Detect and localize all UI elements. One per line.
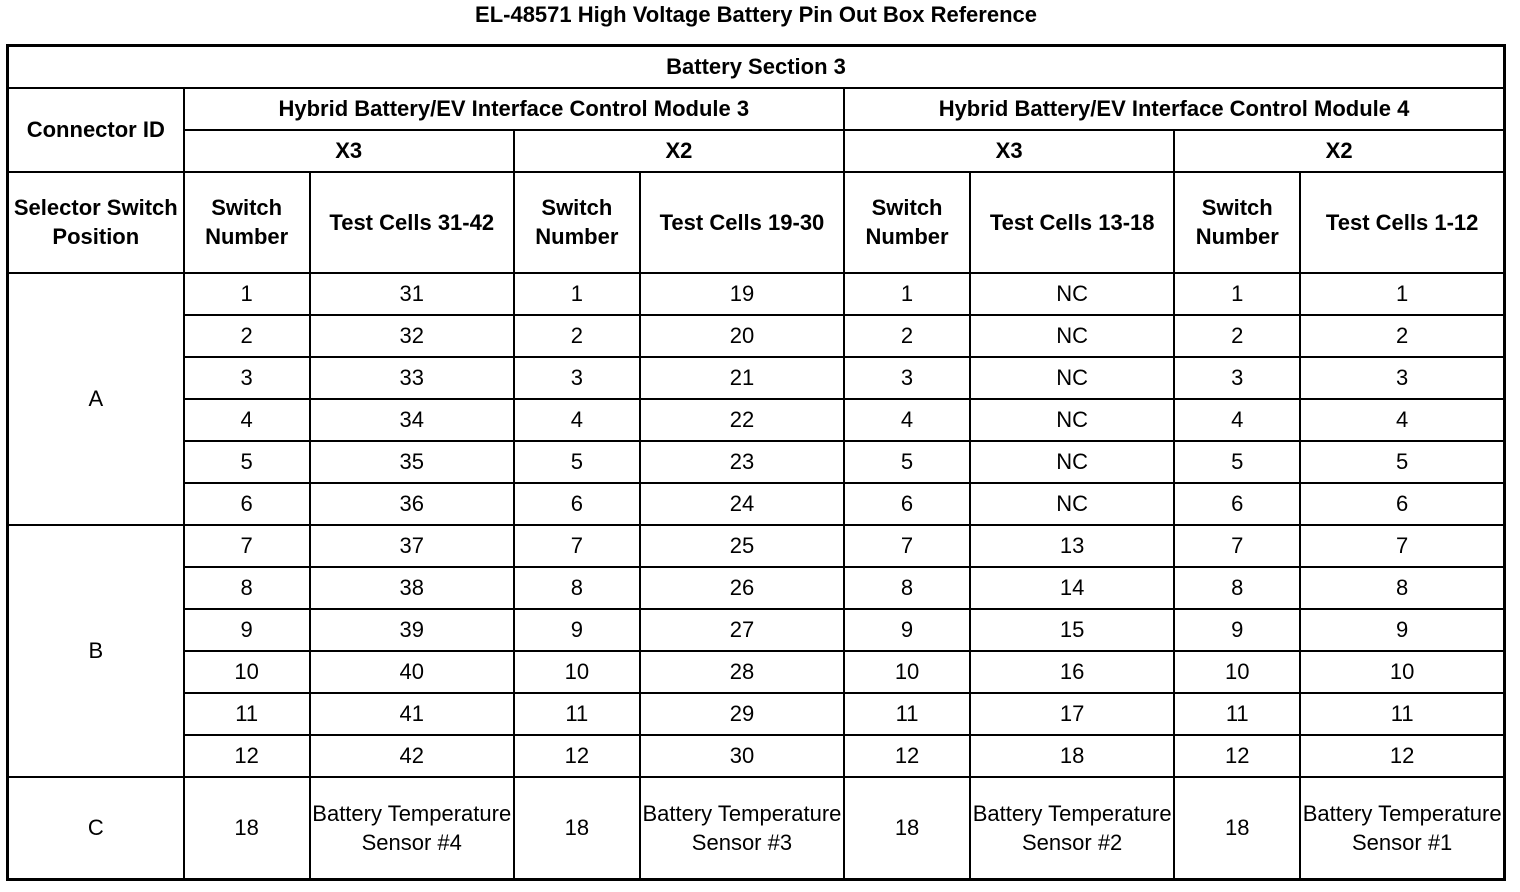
document-title: EL-48571 High Voltage Battery Pin Out Box Reference [475, 2, 1037, 27]
test-cell-value: 23 [640, 441, 844, 483]
test-cell-value: NC [970, 441, 1174, 483]
switch-number-cell: 8 [514, 567, 640, 609]
test-cell-value: 20 [640, 315, 844, 357]
switch-number-cell: 8 [844, 567, 970, 609]
switch-number-cell: 4 [1174, 399, 1300, 441]
test-cell-value: 30 [640, 735, 844, 777]
test-cell-value: 2 [1300, 315, 1504, 357]
test-cell-value: 22 [640, 399, 844, 441]
switch-number-cell: 4 [184, 399, 310, 441]
selector-switch-position-header: Selector Switch Position [8, 172, 184, 273]
module-3-connector-x3: X3 [184, 130, 514, 172]
switch-number-cell: 2 [514, 315, 640, 357]
test-cell-value: Battery Temperature Sensor #2 [970, 777, 1174, 880]
switch-number-cell: 12 [514, 735, 640, 777]
test-cells-header: Test Cells 13-18 [970, 172, 1174, 273]
switch-number-cell: 1 [514, 273, 640, 315]
module-4-connector-x2: X2 [1174, 130, 1504, 172]
switch-number-cell: 11 [844, 693, 970, 735]
test-cell-value: 35 [310, 441, 514, 483]
test-cell-value: 37 [310, 525, 514, 567]
test-cells-header: Test Cells 1-12 [1300, 172, 1504, 273]
test-cell-value: 36 [310, 483, 514, 525]
switch-number-cell: 5 [514, 441, 640, 483]
test-cell-value: 39 [310, 609, 514, 651]
switch-number-cell: 11 [1174, 693, 1300, 735]
test-cell-value: NC [970, 357, 1174, 399]
switch-number-cell: 3 [844, 357, 970, 399]
switch-number-cell: 18 [1174, 777, 1300, 880]
switch-number-cell: 9 [514, 609, 640, 651]
test-cell-value: 27 [640, 609, 844, 651]
switch-number-cell: 5 [184, 441, 310, 483]
switch-number-cell: 1 [844, 273, 970, 315]
switch-number-header: Switch Number [844, 172, 970, 273]
switch-number-cell: 10 [184, 651, 310, 693]
table-row [8, 651, 1505, 693]
switch-number-cell: 18 [184, 777, 310, 880]
test-cell-value: 5 [1300, 441, 1504, 483]
selector-position-cell: C [8, 777, 184, 880]
switch-number-cell: 18 [514, 777, 640, 880]
switch-number-cell: 3 [184, 357, 310, 399]
selector-position-cell: A [8, 273, 184, 525]
connector-id-header: Connector ID [8, 88, 184, 172]
switch-number-cell: 11 [184, 693, 310, 735]
test-cell-value: 4 [1300, 399, 1504, 441]
test-cell-value: 32 [310, 315, 514, 357]
table-row [8, 735, 1505, 777]
test-cell-value: 7 [1300, 525, 1504, 567]
switch-number-cell: 6 [844, 483, 970, 525]
switch-number-cell: 9 [1174, 609, 1300, 651]
test-cell-value: 15 [970, 609, 1174, 651]
switch-number-header: Switch Number [514, 172, 640, 273]
test-cell-value: 6 [1300, 483, 1504, 525]
test-cell-value: 8 [1300, 567, 1504, 609]
table-row [8, 525, 1505, 567]
test-cell-value: 1 [1300, 273, 1504, 315]
module-3-header: Hybrid Battery/EV Interface Control Module 3 [184, 88, 844, 130]
module-4-header: Hybrid Battery/EV Interface Control Module 4 [844, 88, 1504, 130]
table-row [8, 441, 1505, 483]
test-cell-value: Battery Temperature Sensor #3 [640, 777, 844, 880]
table-row [8, 609, 1505, 651]
test-cell-value: Battery Temperature Sensor #1 [1300, 777, 1504, 880]
switch-number-cell: 3 [514, 357, 640, 399]
test-cell-value: 24 [640, 483, 844, 525]
test-cell-value: 16 [970, 651, 1174, 693]
test-cell-value: 13 [970, 525, 1174, 567]
test-cell-value: 17 [970, 693, 1174, 735]
test-cell-value: NC [970, 399, 1174, 441]
switch-number-cell: 4 [514, 399, 640, 441]
pin-out-reference-table [6, 44, 1506, 881]
switch-number-cell: 2 [184, 315, 310, 357]
switch-number-cell: 5 [844, 441, 970, 483]
switch-number-cell: 8 [1174, 567, 1300, 609]
test-cell-value: Battery Temperature Sensor #4 [310, 777, 514, 880]
table-row [8, 273, 1505, 315]
test-cell-value: 3 [1300, 357, 1504, 399]
test-cell-value: 31 [310, 273, 514, 315]
table-row [8, 693, 1505, 735]
switch-number-cell: 7 [844, 525, 970, 567]
table-row [8, 483, 1505, 525]
switch-number-cell: 12 [184, 735, 310, 777]
switch-number-cell: 9 [844, 609, 970, 651]
switch-number-cell: 12 [844, 735, 970, 777]
test-cell-value: 10 [1300, 651, 1504, 693]
switch-number-cell: 1 [1174, 273, 1300, 315]
test-cell-value: 41 [310, 693, 514, 735]
test-cell-value: 38 [310, 567, 514, 609]
test-cell-value: 34 [310, 399, 514, 441]
test-cell-value: 12 [1300, 735, 1504, 777]
switch-number-header: Switch Number [184, 172, 310, 273]
table-row [8, 567, 1505, 609]
test-cell-value: NC [970, 483, 1174, 525]
test-cell-value: 11 [1300, 693, 1504, 735]
switch-number-cell: 6 [1174, 483, 1300, 525]
switch-number-header: Switch Number [1174, 172, 1300, 273]
test-cell-value: NC [970, 315, 1174, 357]
test-cell-value: NC [970, 273, 1174, 315]
switch-number-cell: 2 [844, 315, 970, 357]
switch-number-cell: 7 [184, 525, 310, 567]
test-cells-header: Test Cells 19-30 [640, 172, 844, 273]
switch-number-cell: 10 [514, 651, 640, 693]
switch-number-cell: 4 [844, 399, 970, 441]
test-cell-value: 29 [640, 693, 844, 735]
test-cell-value: 19 [640, 273, 844, 315]
test-cell-value: 26 [640, 567, 844, 609]
table-row [8, 777, 1505, 880]
test-cell-value: 18 [970, 735, 1174, 777]
switch-number-cell: 8 [184, 567, 310, 609]
switch-number-cell: 10 [1174, 651, 1300, 693]
table-row [8, 399, 1505, 441]
switch-number-cell: 5 [1174, 441, 1300, 483]
switch-number-cell: 9 [184, 609, 310, 651]
table-row [8, 357, 1505, 399]
switch-number-cell: 3 [1174, 357, 1300, 399]
switch-number-cell: 12 [1174, 735, 1300, 777]
switch-number-cell: 7 [514, 525, 640, 567]
battery-section-header: Battery Section 3 [8, 46, 1505, 88]
test-cell-value: 28 [640, 651, 844, 693]
switch-number-cell: 6 [514, 483, 640, 525]
test-cells-header: Test Cells 31-42 [310, 172, 514, 273]
switch-number-cell: 10 [844, 651, 970, 693]
switch-number-cell: 2 [1174, 315, 1300, 357]
test-cell-value: 9 [1300, 609, 1504, 651]
test-cell-value: 40 [310, 651, 514, 693]
table-row [8, 315, 1505, 357]
test-cell-value: 14 [970, 567, 1174, 609]
test-cell-value: 21 [640, 357, 844, 399]
selector-position-cell: B [8, 525, 184, 777]
switch-number-cell: 18 [844, 777, 970, 880]
switch-number-cell: 11 [514, 693, 640, 735]
switch-number-cell: 6 [184, 483, 310, 525]
module-3-connector-x2: X2 [514, 130, 844, 172]
test-cell-value: 42 [310, 735, 514, 777]
module-4-connector-x3: X3 [844, 130, 1174, 172]
test-cell-value: 33 [310, 357, 514, 399]
switch-number-cell: 1 [184, 273, 310, 315]
test-cell-value: 25 [640, 525, 844, 567]
switch-number-cell: 7 [1174, 525, 1300, 567]
